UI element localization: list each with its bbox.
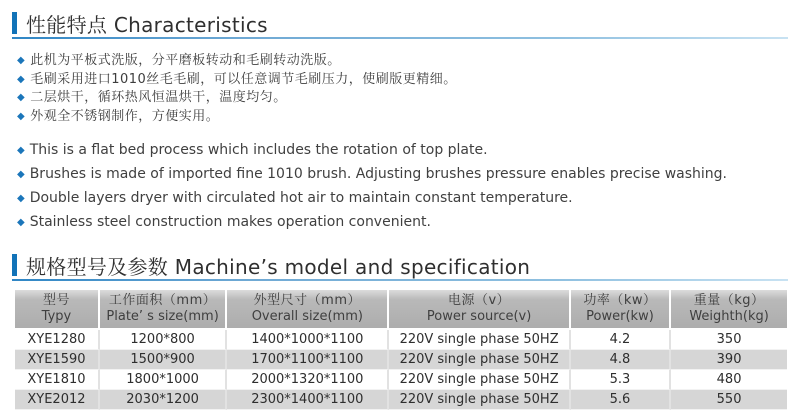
cell-plate-size: 1800*1000 — [100, 370, 227, 390]
spec-table-head — [15, 290, 787, 330]
bullet-en-4-text: Stainless steel construction makes operation convenient. — [29, 214, 431, 230]
col-header-plate-size-cn: 工作面积（mm） — [108, 293, 217, 308]
bullet-en-2-text: Brushes is made of imported fine 1010 brush. Adjusting brushes pressure enables precise washing. — [29, 166, 728, 182]
table-row — [15, 350, 787, 370]
diamond-bullet-icon: ◆ — [17, 92, 26, 103]
specification-header — [12, 252, 788, 278]
table-row — [15, 370, 787, 390]
col-header-power-source-en: Power source(v) — [426, 309, 532, 324]
spec-table-body — [15, 330, 787, 410]
specification-title: 规格型号及参数 Machine’s model and specification — [26, 254, 531, 279]
cell-plate-size: 2030*1200 — [100, 390, 227, 410]
col-header-model-cn: 型号 — [42, 293, 70, 308]
col-header-weight-cn: 重量（kg） — [693, 293, 765, 308]
cell-power: 4.2 — [571, 330, 671, 350]
cell-power: 4.8 — [571, 350, 671, 370]
diamond-bullet-icon: ◆ — [17, 169, 25, 180]
cell-power: 5.6 — [571, 390, 671, 410]
col-header-weight — [671, 290, 787, 330]
table-row — [15, 390, 787, 410]
cell-overall-size: 2000*1320*1100 — [227, 370, 389, 390]
characteristics-bullets-en — [0, 139, 800, 235]
bullet-cn-3-text: 二层烘干，循环热风恒温烘干，温度均匀。 — [30, 90, 287, 105]
bullet-en-3 — [17, 187, 790, 211]
col-header-power-source — [389, 290, 570, 330]
cell-power-source: 220V single phase 50HZ — [389, 390, 570, 410]
col-header-model-en: Typy — [41, 309, 72, 324]
diamond-bullet-icon: ◆ — [17, 145, 25, 156]
cell-weight: 480 — [671, 370, 787, 390]
characteristics-header — [12, 10, 788, 36]
cell-weight: 350 — [671, 330, 787, 350]
col-header-plate-size-en: Plate’ s size(mm) — [106, 309, 219, 324]
cell-power-source: 220V single phase 50HZ — [389, 330, 570, 350]
diamond-bullet-icon: ◆ — [17, 55, 26, 66]
bullet-cn-4 — [17, 108, 790, 127]
diamond-bullet-icon: ◆ — [17, 193, 25, 204]
bullet-cn-2-text: 毛刷采用进口1010丝毛毛刷，可以任意调节毛刷压力，使刷版更精细。 — [30, 71, 457, 87]
cell-power-source: 220V single phase 50HZ — [389, 370, 570, 390]
bullet-en-3-text: Double layers dryer with circulated hot air to maintain constant temperature. — [29, 190, 573, 206]
cell-model: XYE1280 — [15, 330, 100, 350]
catalog-page — [0, 10, 800, 413]
spec-table — [15, 290, 787, 410]
blue-accent-bar-icon — [12, 12, 17, 34]
cell-plate-size: 1200*800 — [100, 330, 227, 350]
cell-model: XYE2012 — [15, 390, 100, 410]
bullet-cn-4-text: 外观全不锈钢制作，方便实用。 — [30, 108, 220, 124]
col-header-power-cn: 功率（kw） — [583, 293, 657, 308]
spec-table-header-row — [15, 290, 787, 330]
bullet-en-2 — [17, 163, 790, 187]
cell-weight: 390 — [671, 350, 787, 370]
cell-overall-size: 1400*1000*1100 — [227, 330, 389, 350]
bullet-cn-2 — [17, 71, 790, 90]
col-header-power — [571, 290, 671, 330]
bullet-en-1 — [17, 139, 790, 163]
cell-model: XYE1810 — [15, 370, 100, 390]
col-header-power-source-cn: 电源（v） — [447, 293, 511, 308]
col-header-overall-size-en: Overall size(mm) — [251, 309, 363, 324]
blue-accent-bar-icon — [12, 254, 17, 276]
col-header-weight-en: Weighth(kg) — [689, 309, 769, 324]
diamond-bullet-icon: ◆ — [17, 110, 26, 122]
bullet-cn-1-text: 此机为平板式洗版，分平磨板转动和毛刷转动洗版。 — [30, 53, 341, 68]
cell-overall-size: 2300*1400*1100 — [227, 390, 389, 410]
cell-power-source: 220V single phase 50HZ — [389, 350, 570, 370]
diamond-bullet-icon: ◆ — [17, 73, 26, 85]
col-header-overall-size — [227, 290, 389, 330]
cell-weight: 550 — [671, 390, 787, 410]
characteristics-title: 性能特点 Characteristics — [26, 12, 268, 37]
bullet-cn-3 — [17, 89, 790, 108]
bullet-en-1-text: This is a flat bed process which includes the rotation of top plate. — [29, 142, 488, 158]
bullet-cn-1 — [17, 52, 790, 71]
characteristics-bullets-cn — [0, 52, 800, 126]
col-header-power-en: Power(kw) — [586, 309, 654, 324]
cell-plate-size: 1500*900 — [100, 350, 227, 370]
col-header-model — [15, 290, 100, 330]
cell-power: 5.3 — [571, 370, 671, 390]
cell-model: XYE1590 — [15, 350, 100, 370]
cell-overall-size: 1700*1100*1100 — [227, 350, 389, 370]
table-row — [15, 330, 787, 350]
col-header-overall-size-cn: 外型尺寸（mm） — [253, 293, 361, 308]
diamond-bullet-icon: ◆ — [17, 217, 25, 228]
bullet-en-4 — [17, 211, 790, 235]
col-header-plate-size — [100, 290, 227, 330]
